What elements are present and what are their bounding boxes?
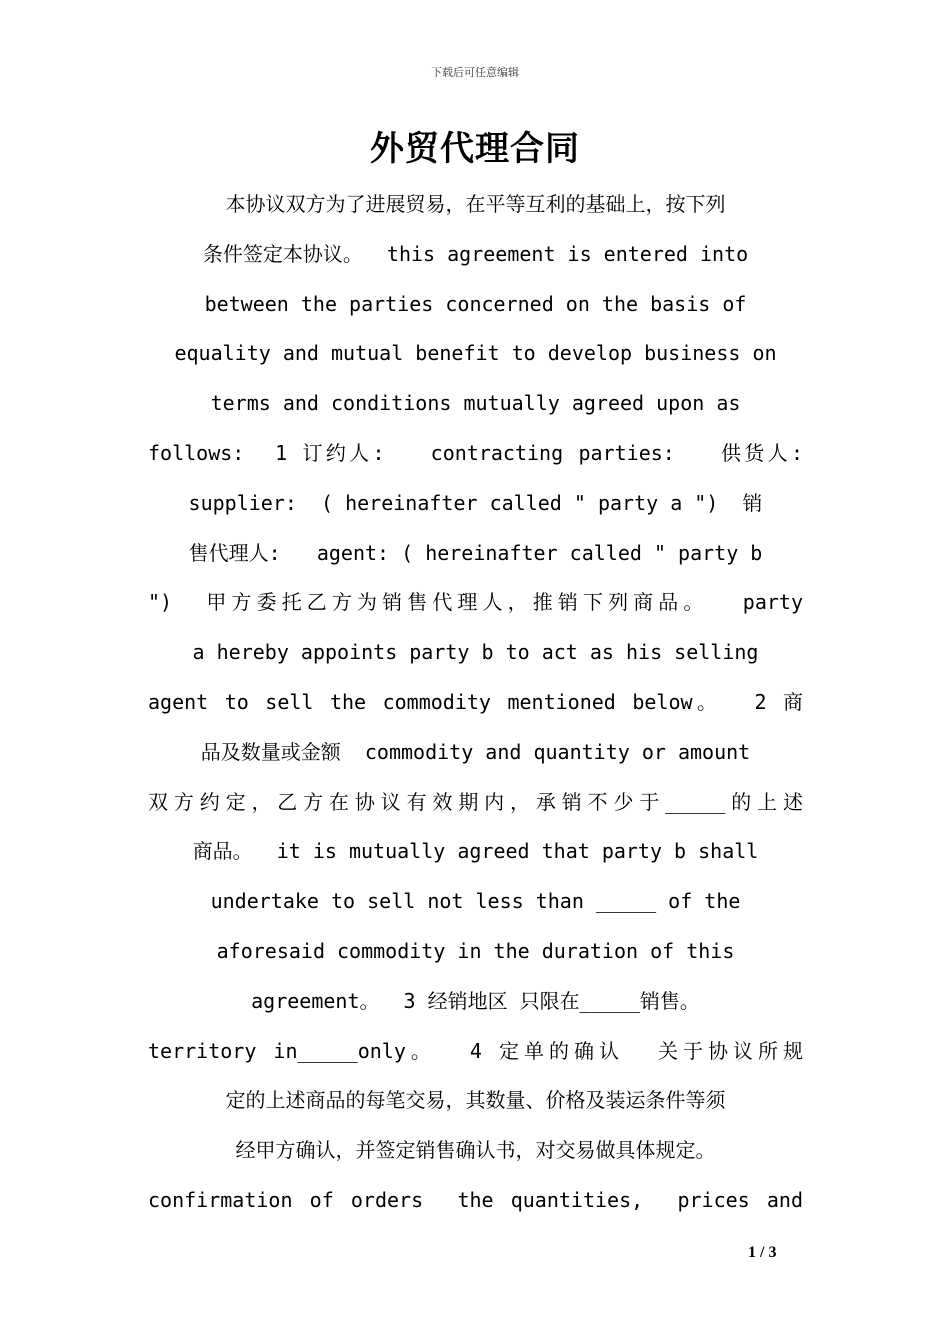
body-line: between the parties concerned on the basis of <box>204 291 747 316</box>
document-title: 外贸代理合同 <box>370 129 580 169</box>
header-note: 下载后可任意编辑 <box>431 66 519 79</box>
body-line: a hereby appoints party b to act as his selling <box>192 640 759 665</box>
body-line: 售代理人: agent: ( hereinafter called " party b <box>188 540 763 565</box>
body-line: territory in_____only。 4 定单的确认 关于协议所规 <box>148 1038 803 1063</box>
body-line: 本协议双方为了进展贸易，在平等互利的基础上，按下列 <box>225 192 726 216</box>
body-line: 品及数量或金额 commodity and quantity or amount <box>200 739 751 764</box>
body-line: confirmation of orders the quantities, prices and <box>148 1187 803 1212</box>
page-number: 1 / 3 <box>748 1244 777 1261</box>
body-line: supplier: ( hereinafter called " party a ") 销 <box>188 490 763 515</box>
body-line: ") 甲方委托乙方为销售代理人，推销下列商品。 party <box>148 590 803 615</box>
body-line: 条件签定本协议。 this agreement is entered into <box>202 241 749 266</box>
body-line: terms and conditions mutually agreed upon as <box>210 391 741 416</box>
body-line: 双方约定，乙方在协议有效期内，承销不少于_____的上述 <box>148 789 803 814</box>
body-line: follows: 1 订约人: contracting parties: 供货人: <box>148 440 803 465</box>
body-line: undertake to sell not less than _____ of the <box>210 889 741 914</box>
body-line: 定的上述商品的每笔交易，其数量、价格及装运条件等须 <box>225 1088 726 1113</box>
body-line: agent to sell the commodity mentioned below。 2 商 <box>148 689 803 714</box>
document-body <box>148 180 803 1226</box>
body-line: 商品。 it is mutually agreed that party b shall <box>192 839 759 864</box>
body-line: aforesaid commodity in the duration of this <box>216 938 735 963</box>
body-line: equality and mutual benefit to develop business on <box>174 341 777 366</box>
body-line: agreement。 3 经销地区 只限在_____销售。 <box>251 988 700 1013</box>
body-line: 经甲方确认，并签定销售确认书，对交易做具体规定。 <box>235 1138 716 1163</box>
